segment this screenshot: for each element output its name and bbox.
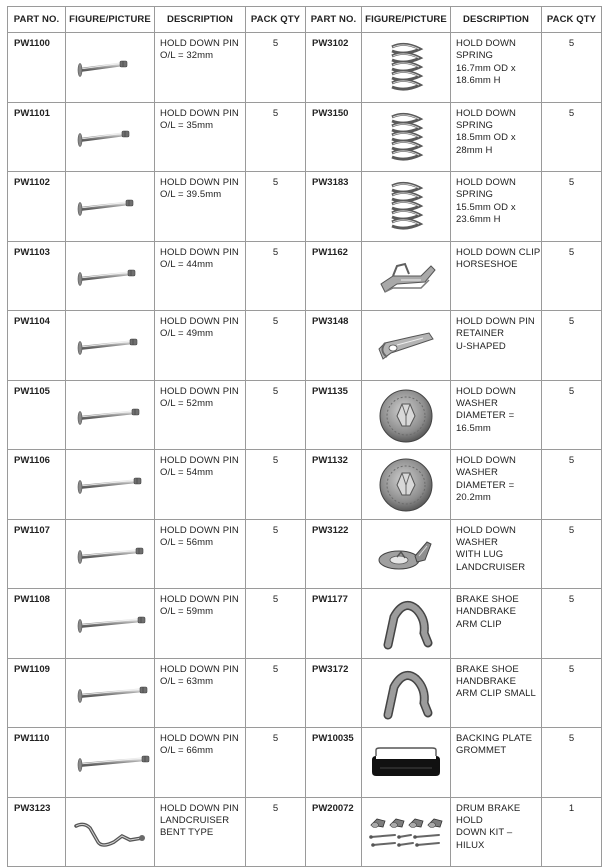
figure-cell [362,658,451,728]
pin-icon [66,325,154,365]
pin-icon [66,395,154,435]
clip-icon [362,254,450,298]
part-number: PW1162 [306,241,362,311]
description-line: HOLD DOWN [456,385,517,397]
washer-icon [362,386,450,444]
description-line: BRAKE SHOE [456,594,519,605]
description [451,728,542,798]
pin-icon [66,673,154,713]
table-row [8,172,602,242]
header-pack-qty: PACK QTY [246,7,306,33]
pack-qty: 5 [246,450,306,520]
figure-cell [362,172,451,242]
part-number: PW1104 [8,311,66,381]
part-number: PW3123 [8,797,66,867]
description-line: O/L = 66mm [160,745,214,757]
pack-qty: 5 [542,241,602,311]
part-number: PW1107 [8,519,66,589]
pin-icon [66,117,154,157]
part-number: PW1100 [8,33,66,103]
part-number: PW3148 [306,311,362,381]
description [155,33,246,103]
description-line: WASHER [456,467,498,479]
description-line: O/L = 63mm [160,675,214,687]
description [155,519,246,589]
description [155,311,246,381]
table-row [8,728,602,798]
description-line: ARM CLIP [456,618,502,630]
figure-cell [362,797,451,867]
description [451,380,542,450]
description-line: O/L = 49mm [160,328,214,340]
spring-icon [362,176,450,236]
figure-cell [362,450,451,520]
description [155,728,246,798]
description-line: HORSESHOE [456,258,518,270]
description-line: WITH LUG [456,549,504,561]
header-description-2: DESCRIPTION [451,7,542,33]
pack-qty: 1 [542,797,602,867]
figure-cell [66,797,155,867]
table-row [8,380,602,450]
part-number: PW3150 [306,102,362,172]
pack-qty: 5 [542,728,602,798]
figure-cell [66,172,155,242]
figure-cell [362,102,451,172]
part-number: PW1110 [8,728,66,798]
figure-cell [66,33,155,103]
figure-cell [362,519,451,589]
pack-qty: 5 [246,33,306,103]
part-number: PW1132 [306,450,362,520]
part-number: PW1105 [8,380,66,450]
pack-qty: 5 [246,172,306,242]
part-number: PW1106 [8,450,66,520]
spring-icon [362,37,450,97]
description [451,589,542,659]
pack-qty: 5 [246,797,306,867]
description-line: O/L = 59mm [160,606,214,618]
figure-cell [362,589,451,659]
header-pack-qty-2: PACK QTY [542,7,602,33]
description-line: HOLD [456,814,483,826]
figure-cell [362,241,451,311]
pin-icon [66,742,154,782]
description-line: LANDCRUISER [456,561,526,573]
description [451,241,542,311]
description-line: HOLD DOWN PIN [160,802,239,814]
figure-cell [362,380,451,450]
description-line: HOLD DOWN CLIP [456,246,541,258]
description-line: HOLD DOWN [456,524,517,536]
description-line: O/L = 54mm [160,467,214,479]
figure-cell [66,450,155,520]
description-line: DRUM BRAKE [456,802,521,814]
pack-qty: 5 [542,380,602,450]
pack-qty: 5 [246,728,306,798]
part-number: PW1177 [306,589,362,659]
description-line: HOLD DOWN PIN [160,455,239,466]
description-line: BACKING PLATE [456,733,533,744]
description-line: GROMMET [456,745,507,757]
pack-qty: 5 [542,519,602,589]
pack-qty: 5 [542,311,602,381]
description-line: 28mm H [456,144,493,156]
table-row [8,589,602,659]
grommet-icon [362,742,450,782]
description-line: HOLD DOWN PIN [160,733,239,744]
description-line: HILUX [456,839,485,851]
pack-qty: 5 [246,658,306,728]
description-line: HOLD DOWN PIN [160,663,239,675]
part-number: PW1103 [8,241,66,311]
table-row [8,311,602,381]
part-number: PW10035 [306,728,362,798]
figure-cell [66,311,155,381]
description-line: O/L = 35mm [160,119,214,131]
table-row [8,658,602,728]
figure-cell [66,728,155,798]
header-description: DESCRIPTION [155,7,246,33]
pack-qty: 5 [246,241,306,311]
pack-qty: 5 [542,33,602,103]
figure-cell [66,380,155,450]
description [155,450,246,520]
description-line: DOWN KIT – [456,827,513,839]
spring-icon [362,107,450,167]
description-line: HOLD DOWN PIN [160,594,239,605]
figure-cell [66,519,155,589]
description-line: O/L = 44mm [160,258,214,270]
description-line: 18.5mm OD x [456,132,516,144]
part-number: PW20072 [306,797,362,867]
description-line: 16.5mm [456,422,491,434]
part-number: PW3172 [306,658,362,728]
part-number: PW1135 [306,380,362,450]
pack-qty: 5 [246,102,306,172]
pin-icon [66,47,154,87]
pack-qty: 5 [542,450,602,520]
description-line: BENT TYPE [160,827,214,839]
description-line: WASHER [456,397,498,409]
pack-qty: 5 [542,589,602,659]
bent-pin-icon [66,812,154,852]
retainer-icon [362,323,450,367]
figure-cell [362,728,451,798]
description-line: HOLD DOWN PIN [160,38,239,49]
description-line: HANDBRAKE [456,606,517,618]
figure-cell [66,102,155,172]
description [155,241,246,311]
lug-washer-icon [362,532,450,576]
description-line: 16.7mm OD x [456,62,516,74]
description [155,589,246,659]
figure-cell [362,33,451,103]
description-line: 20.2mm [456,492,491,504]
description [155,658,246,728]
description-line: HOLD DOWN PIN [160,246,239,258]
figure-cell [66,658,155,728]
description-line: HANDBRAKE [456,675,517,687]
description-line: HOLD DOWN [456,455,517,466]
description-line: 23.6mm H [456,214,501,226]
description [451,658,542,728]
description-line: LANDCRUISER [160,814,230,826]
description [451,797,542,867]
description-line: 18.6mm H [456,75,501,87]
description-line: 15.5mm OD x [456,201,516,213]
description [155,172,246,242]
description-line: U-SHAPED [456,340,506,352]
description-line: SPRING [456,50,494,62]
u-clip-icon [362,665,450,721]
pack-qty: 5 [246,311,306,381]
description-line: O/L = 39.5mm [160,189,222,201]
part-number: PW3183 [306,172,362,242]
table-body [8,33,602,867]
description-line: RETAINER [456,328,505,340]
table-row [8,519,602,589]
header-part-no: PART NO. [8,7,66,33]
part-number: PW1102 [8,172,66,242]
part-number: PW1109 [8,658,66,728]
description-line: HOLD DOWN PIN [160,107,239,119]
header-figure: FIGURE/PICTURE [66,7,155,33]
description-line: HOLD DOWN [456,107,517,119]
description [155,102,246,172]
description [451,33,542,103]
description [451,519,542,589]
part-number: PW3122 [306,519,362,589]
header-row [8,7,602,33]
description-line: HOLD DOWN PIN [160,524,239,536]
kit-icon [362,811,450,853]
pack-qty: 5 [246,589,306,659]
description-line: BRAKE SHOE [456,663,519,675]
u-clip-icon [362,595,450,651]
description-line: HOLD DOWN PIN [160,385,239,397]
pack-qty: 5 [542,102,602,172]
description-line: ARM CLIP SMALL [456,688,536,700]
description-line: HOLD DOWN [456,38,517,49]
description-line: HOLD DOWN PIN [160,177,239,188]
description-line: WASHER [456,536,498,548]
part-number: PW1101 [8,102,66,172]
figure-cell [66,241,155,311]
pack-qty: 5 [542,172,602,242]
pin-icon [66,256,154,296]
table-row [8,33,602,103]
description-line: SPRING [456,189,494,201]
description-line: O/L = 56mm [160,536,214,548]
pin-icon [66,603,154,643]
description-line: DIAMETER = [456,410,515,422]
description-line: HOLD DOWN PIN [456,316,535,327]
part-number: PW1108 [8,589,66,659]
header-part-no-2: PART NO. [306,7,362,33]
table-row [8,797,602,867]
parts-catalog-table [7,6,602,867]
description-line: O/L = 52mm [160,397,214,409]
description-line: DIAMETER = [456,479,515,491]
table-row [8,241,602,311]
figure-cell [362,311,451,381]
figure-cell [66,589,155,659]
description [155,797,246,867]
description [155,380,246,450]
table-row [8,450,602,520]
part-number: PW3102 [306,33,362,103]
description-line: HOLD DOWN PIN [160,316,239,327]
pin-icon [66,464,154,504]
description-line: O/L = 32mm [160,50,214,62]
pack-qty: 5 [542,658,602,728]
description-line: HOLD DOWN [456,177,517,188]
washer-icon [362,455,450,513]
description [451,102,542,172]
description-line: SPRING [456,119,494,131]
pin-icon [66,534,154,574]
description [451,450,542,520]
description [451,311,542,381]
pin-icon [66,186,154,226]
header-figure-2: FIGURE/PICTURE [362,7,451,33]
pack-qty: 5 [246,519,306,589]
pack-qty: 5 [246,380,306,450]
table-row [8,102,602,172]
description [451,172,542,242]
